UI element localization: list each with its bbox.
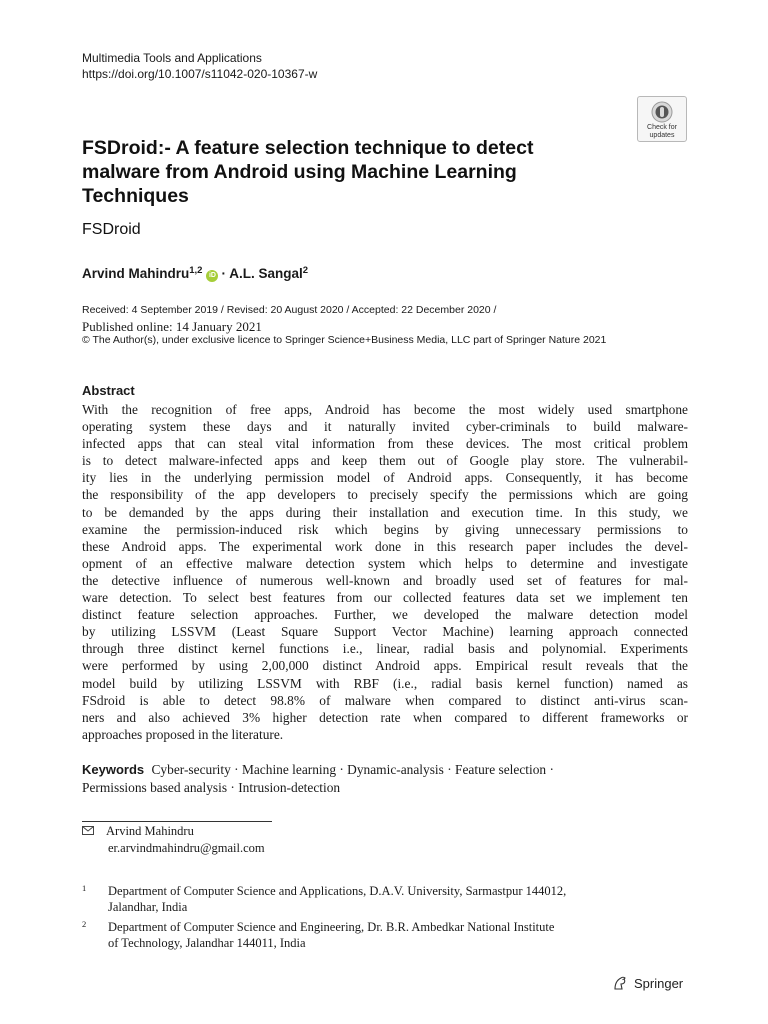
affiliation-line: Department of Computer Science and Engineering, Dr. B.R. Ambedkar National Institute [108, 920, 555, 934]
correspondence-email[interactable]: er.arvindmahindru@gmail.com [108, 841, 265, 855]
orcid-icon[interactable]: iD [206, 270, 218, 282]
abstract-line: opment of an effective malware detection system which helps to determine and investigate [82, 555, 688, 571]
abstract-line: were performed by using 2,00,000 distinct Android apps. Empirical result reveals that the [82, 658, 688, 674]
check-for-updates-label-1: Check for [647, 124, 677, 131]
copyright-notice: © The Author(s), under exclusive licence to Springer Science+Business Media, LLC part of Springer Nature 2021 [82, 334, 607, 346]
abstract-line: these Android apps. The experimental work done in this research paper includes the devel- [82, 538, 688, 554]
abstract-line: With the recognition of free apps, Android has become the most widely used smartphone [82, 402, 688, 417]
correspondence-name: Arvind Mahindru [106, 824, 194, 838]
journal-header [82, 50, 317, 82]
paper-subtitle: FSDroid [82, 221, 141, 238]
paper-title [82, 136, 602, 208]
affiliation-line: of Technology, Jalandhar 144011, India [108, 936, 306, 950]
affiliation-line: Department of Computer Science and Applications, D.A.V. University, Sarmastpur 144012, [108, 884, 567, 898]
abstract-line: through three distinct kernel functions i.e., linear, radial basis and polynomial. Experiments [82, 641, 688, 657]
abstract-line: infected apps that can steal vital information from these devices. The most critical problem [82, 436, 688, 452]
doi-link[interactable]: https://doi.org/10.1007/s11042-020-10367-w [82, 67, 318, 81]
abstract-line: the detective influence of numerous well-known and broadly used set of features for mal- [82, 572, 688, 588]
affiliation-number: 2 [82, 919, 87, 929]
abstract-heading: Abstract [82, 383, 135, 398]
check-for-updates-label-2: updates [649, 132, 675, 139]
affiliation-1 [82, 883, 642, 915]
author-affiliation-marks-2: 2 [302, 265, 309, 276]
author-name-2[interactable]: A.L. Sangal [229, 266, 303, 281]
publication-history: Received: 4 September 2019 / Revised: 20 August 2020 / Accepted: 22 December 2020 / [82, 304, 497, 316]
keywords-block [82, 761, 688, 796]
abstract-line: operating system these days and it naturally invited cyber-criminals to build malware- [82, 419, 688, 435]
affiliation-2 [82, 919, 642, 951]
abstract-line: the responsibility of the app developers to precisely specify the permissions which are going [82, 487, 688, 503]
keywords-text-2: Permissions based analysis · Intrusion-detection [82, 779, 341, 795]
abstract-line: to be demanded by the apps during their installation and execution time. In this study, we [82, 504, 688, 520]
journal-name: Multimedia Tools and Applications [82, 51, 262, 65]
abstract-line: by utilizing LSSVM (Least Square Support Vector Machine) learning approach connected [82, 624, 688, 640]
keywords-line-1 [82, 761, 688, 779]
paper-title-line-2: malware from Android using Machine Learning [82, 161, 517, 183]
abstract-line: examine the permission-induced risk which begins by giving unnecessary permissions to [82, 521, 688, 537]
author-affiliation-marks-1: 1,2 [189, 265, 203, 276]
abstract-line: FSdroid is able to detect 98.8% of malware when compared to distinct anti-virus scan- [82, 692, 688, 708]
keywords-heading: Keywords [82, 762, 145, 777]
author-name-1[interactable]: Arvind Mahindru [82, 266, 190, 281]
abstract-line: ners and also achieved 3% higher detection rate when compared to different frameworks or [82, 709, 688, 725]
author-separator: · [221, 266, 226, 281]
publisher-logo [612, 975, 683, 993]
paper-title-line-3: Techniques [82, 185, 189, 207]
published-online-date: Published online: 14 January 2021 [82, 319, 262, 334]
springer-horse-icon [612, 975, 628, 991]
author-list [82, 262, 308, 283]
affiliation-line: Jalandhar, India [108, 900, 188, 914]
abstract-line: ware detection. To select best features from our collected features data set we implement ten [82, 590, 688, 606]
abstract-line: ity lies in the underlying permission model of Android apps. Consequently, it has become [82, 470, 688, 486]
abstract-body [82, 401, 688, 743]
abstract-line: model build by utilizing LSSVM with RBF (i.e., radial basis kernel function) named as [82, 675, 688, 691]
abstract-line: approaches proposed in the literature. [82, 726, 284, 742]
correspondence-block [82, 823, 265, 856]
affiliation-number: 1 [82, 883, 87, 893]
abstract-line: is to detect malware-infected apps and keep them out of Google play store. The vulnerabil- [82, 453, 688, 469]
footnote-divider [82, 821, 272, 822]
paper-title-line-1: FSDroid:- A feature selection technique to detect [82, 137, 534, 159]
envelope-icon [82, 824, 94, 840]
check-for-updates-badge[interactable] [637, 96, 687, 142]
correspondence-name-row [82, 823, 265, 840]
check-for-updates-icon [651, 101, 673, 123]
abstract-line: distinct feature selection approaches. Further, we developed the malware detection model [82, 607, 688, 623]
publisher-name: Springer [634, 976, 684, 991]
keywords-text-1: Cyber-security · Machine learning · Dynamic-analysis · Feature selection · [151, 762, 554, 777]
